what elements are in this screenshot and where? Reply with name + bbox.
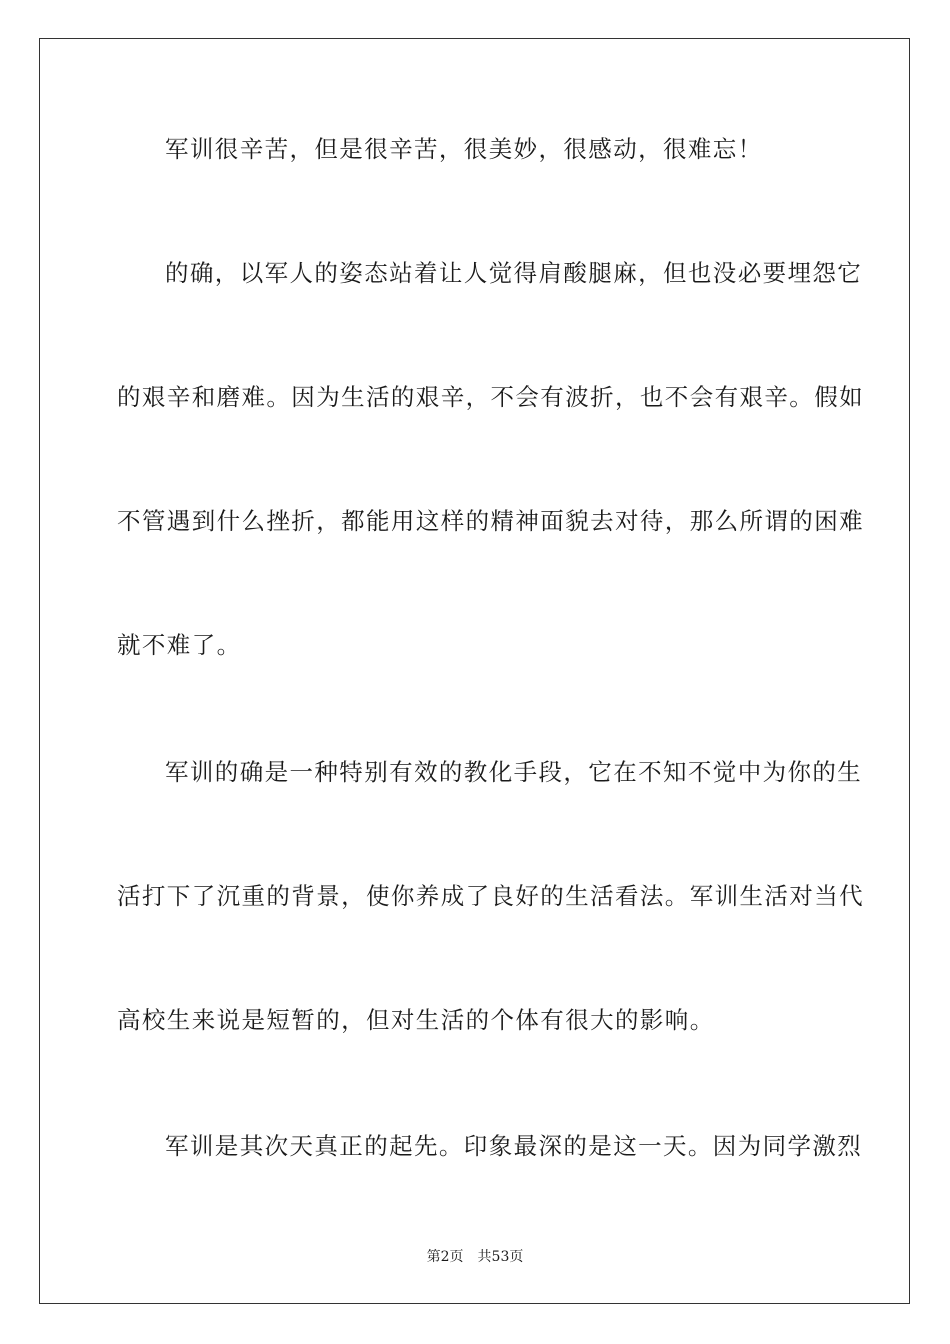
paragraph-line-8: 高校生来说是短暂的，但对生活的个体有很大的影响。 <box>117 1006 715 1034</box>
page-border <box>39 38 910 1304</box>
paragraph-line-1: 军训很辛苦，但是很辛苦，很美妙，很感动，很难忘！ <box>165 135 763 163</box>
paragraph-line-4: 不管遇到什么挫折，都能用这样的精神面貌去对待，那么所谓的困难 <box>117 507 864 535</box>
paragraph-line-7: 活打下了沉重的背景，使你养成了良好的生活看法。军训生活对当代 <box>117 882 864 910</box>
page-total: 共53页 <box>477 1249 524 1265</box>
paragraph-line-6: 军训的确是一种特别有效的教化手段，它在不知不觉中为你的生 <box>165 758 863 786</box>
page-footer <box>0 1248 950 1266</box>
page-number: 第2页 <box>426 1249 464 1265</box>
paragraph-line-9: 军训是其次天真正的起先。印象最深的是这一天。因为同学激烈 <box>165 1132 863 1160</box>
paragraph-line-5: 就不难了。 <box>117 631 242 659</box>
paragraph-line-3: 的艰辛和磨难。因为生活的艰辛，不会有波折，也不会有艰辛。假如 <box>117 383 864 411</box>
paragraph-line-2: 的确，以军人的姿态站着让人觉得肩酸腿麻，但也没必要埋怨它 <box>165 259 863 287</box>
